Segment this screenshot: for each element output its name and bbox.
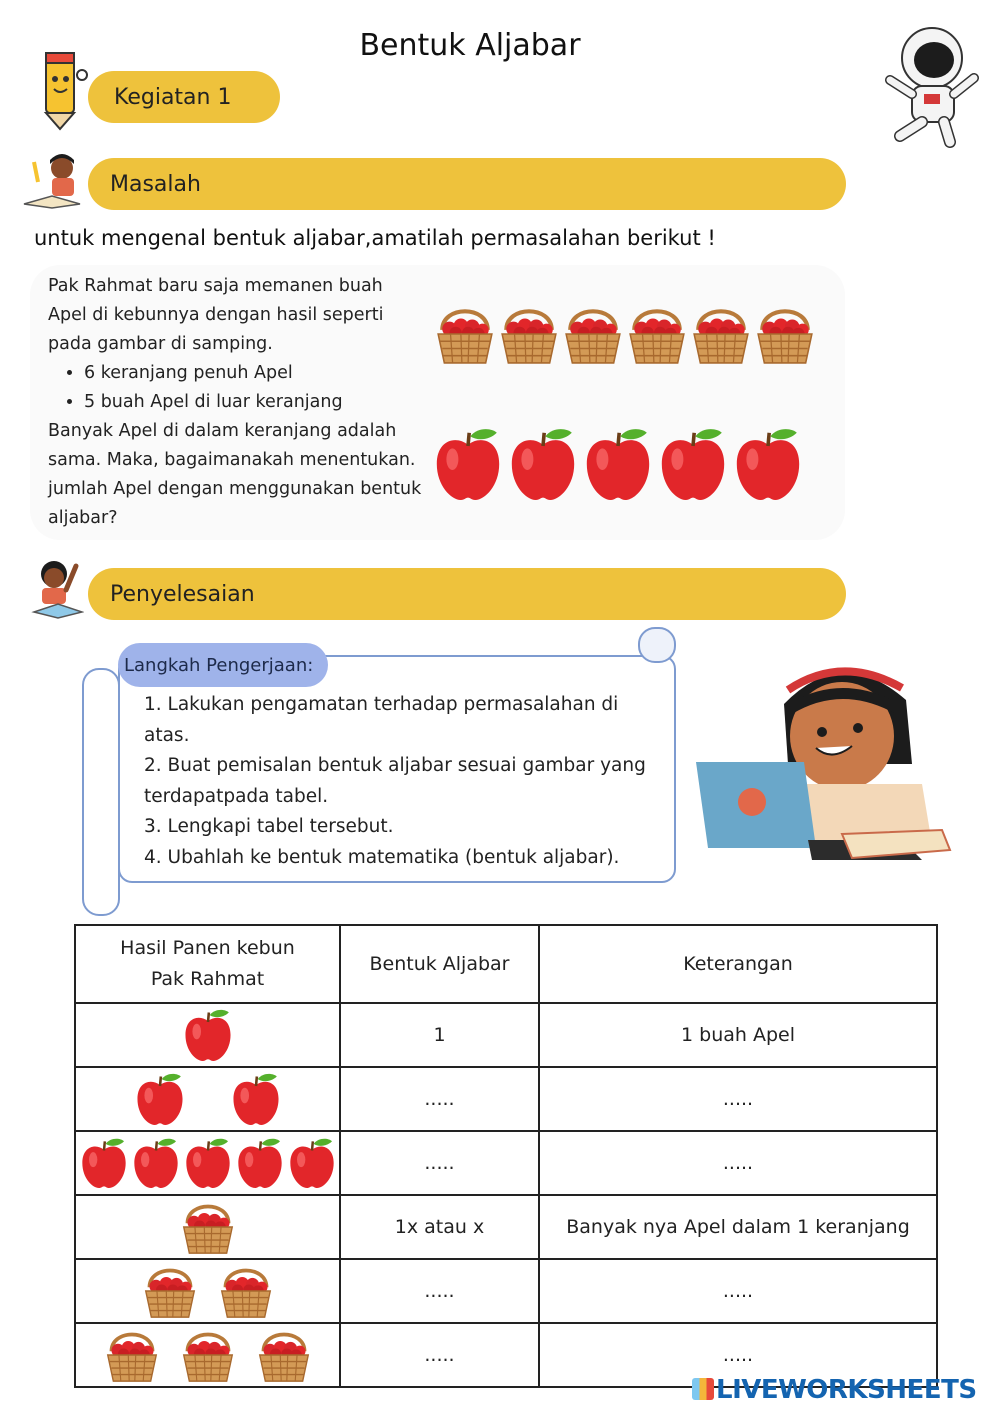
keterangan-cell[interactable]: .....	[539, 1131, 937, 1195]
basket-row	[434, 288, 818, 380]
page-title: Bentuk Aljabar	[359, 28, 581, 63]
apple-icon	[230, 1071, 282, 1127]
harvest-image-cell	[75, 1259, 340, 1323]
masalah-label: Masalah	[88, 158, 846, 210]
basket-icon	[562, 288, 624, 380]
steps-list	[144, 690, 669, 873]
pencil-mascot-icon	[32, 45, 90, 131]
apple-icon	[732, 424, 804, 504]
step-item: 1. Lakukan pengamatan terhadap permasalahan di atas.	[144, 694, 619, 746]
apple-icon	[507, 424, 579, 504]
problem-bullets	[48, 359, 426, 417]
table-row	[75, 1003, 937, 1067]
table-row	[75, 1195, 937, 1259]
basket-icon	[137, 1263, 203, 1319]
logo-icon	[692, 1378, 714, 1400]
apple-icon	[134, 1071, 186, 1127]
scroll-roll-left	[82, 668, 120, 916]
basket-icon	[213, 1263, 279, 1319]
scroll-roll-top	[638, 627, 676, 663]
basket-icon	[99, 1327, 165, 1383]
problem-text	[48, 272, 426, 533]
apple-icon	[131, 1136, 181, 1190]
liveworksheets-logo	[692, 1375, 977, 1405]
harvest-image-cell	[75, 1195, 340, 1259]
basket-icon	[754, 288, 816, 380]
apple-icon	[657, 424, 729, 504]
steps-label: Langkah Pengerjaan:	[118, 643, 328, 687]
basket-icon	[690, 288, 752, 380]
harvest-image-cell	[75, 1131, 340, 1195]
keterangan-cell[interactable]: 1 buah Apel	[539, 1003, 937, 1067]
keterangan-cell[interactable]: Banyak nya Apel dalam 1 keranjang	[539, 1195, 937, 1259]
aljabar-cell[interactable]: .....	[340, 1323, 539, 1387]
list-item: • 5 buah Apel di luar keranjang	[84, 388, 426, 417]
basket-icon	[175, 1327, 241, 1383]
aljabar-cell[interactable]: 1x atau x	[340, 1195, 539, 1259]
basket-icon	[498, 288, 560, 380]
apple-icon	[287, 1136, 337, 1190]
basket-icon	[175, 1199, 241, 1255]
basket-icon	[626, 288, 688, 380]
apple-icon	[79, 1136, 129, 1190]
aljabar-cell[interactable]: .....	[340, 1131, 539, 1195]
harvest-image-cell	[75, 1067, 340, 1131]
penyelesaian-label: Penyelesaian	[88, 568, 846, 620]
table-row	[75, 1259, 937, 1323]
aljabar-cell[interactable]: .....	[340, 1067, 539, 1131]
problem-paragraph: Pak Rahmat baru saja memanen buah Apel di kebunnya dengan hasil seperti pada gambar di samping.	[48, 276, 384, 354]
basket-icon	[251, 1327, 317, 1383]
keterangan-cell[interactable]: .....	[539, 1067, 937, 1131]
astronaut-icon	[880, 18, 980, 148]
table-header: Keterangan	[539, 925, 937, 1003]
harvest-table	[74, 924, 938, 1388]
reading-boy-icon	[22, 152, 84, 210]
keterangan-cell[interactable]: .....	[539, 1259, 937, 1323]
keterangan-cell[interactable]: .....	[539, 1323, 937, 1387]
apple-icon	[235, 1136, 285, 1190]
table-row	[75, 1131, 937, 1195]
apple-icon	[183, 1136, 233, 1190]
apple-icon	[182, 1007, 234, 1063]
apple-icon	[432, 424, 504, 504]
kegiatan-label: Kegiatan 1	[88, 71, 280, 123]
problem-closing: Banyak Apel di dalam keranjang adalah sama. Maka, bagaimanakah menentukan. jumlah Apel dengan menggunakan bentuk aljabar?	[48, 421, 422, 528]
harvest-image-cell	[75, 1323, 340, 1387]
intro-text: untuk mengenal bentuk aljabar,amatilah permasalahan berikut !	[34, 226, 716, 250]
girl-laptop-icon	[692, 644, 954, 864]
step-item: 3. Lengkapi tabel tersebut.	[144, 816, 394, 837]
list-item: • 6 keranjang penuh Apel	[84, 359, 426, 388]
aljabar-cell[interactable]: 1	[340, 1003, 539, 1067]
apple-icon	[582, 424, 654, 504]
table-header: Bentuk Aljabar	[340, 925, 539, 1003]
waving-girl-icon	[30, 552, 84, 620]
step-item: 2. Buat pemisalan bentuk aljabar sesuai gambar yang terdapatpada tabel.	[144, 755, 646, 807]
apple-row	[432, 424, 807, 504]
harvest-image-cell	[75, 1003, 340, 1067]
aljabar-cell[interactable]: .....	[340, 1259, 539, 1323]
step-item: 4. Ubahlah ke bentuk matematika (bentuk aljabar).	[144, 846, 620, 868]
table-row	[75, 1067, 937, 1131]
logo-text: LIVEWORKSHEETS	[716, 1375, 977, 1405]
basket-icon	[434, 288, 496, 380]
table-header: Hasil Panen kebun Pak Rahmat	[75, 925, 340, 1003]
